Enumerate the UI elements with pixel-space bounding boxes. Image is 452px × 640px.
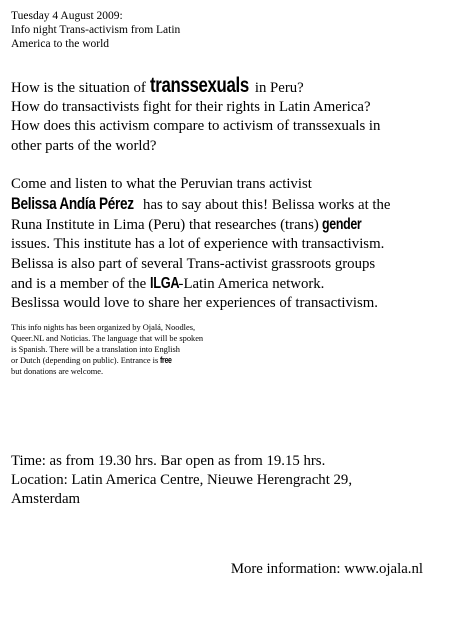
invite-line-6-start: and is a member of the [11,275,150,292]
highlight-free: free [160,355,172,365]
organizers-line-1: This info nights has been organized by Ojalá, Noodles, [11,323,196,332]
organizers-line-3: is Spanish. There will be a translation into English [11,345,180,354]
invite-line-4: issues. This institute has a lot of experience with transactivism. [11,236,385,253]
question-1-end: in Peru? [251,80,304,96]
more-information: More information: www.ojala.nl [230,561,423,577]
organizers-line-5: but donations are welcome. [11,367,104,376]
event-location-2: Amsterdam [11,491,81,508]
question-3b: other parts of the world? [11,137,157,154]
invite-line-6-end: -Latin America network. [178,275,325,292]
highlight-ilga: ILGA [149,274,180,292]
organizers-line-2: Queer.NL and Noticias. The language that will be spoken [11,334,204,343]
question-1-start: How is the situation of [11,80,150,96]
question-2: How do transactivists fight for their rights in Latin America? [11,99,371,116]
invite-line-3-start: Runa Institute in Lima (Peru) that researches (trans) [11,217,323,234]
paragraph-gap [11,156,447,175]
event-date: Tuesday 4 August 2009: [11,10,123,22]
event-details [11,452,447,510]
question-1 [11,76,447,98]
event-header [11,9,211,51]
event-title-line-2: America to the world [11,38,110,50]
speaker-name: Belissa Andía Pérez [11,194,134,214]
invite-line-5: Belissa is also part of several Trans-activist grassroots groups [11,255,376,272]
invite-line-2-rest: has to say about this! Belissa works at the [139,197,391,214]
event-location-1: Location: Latin America Centre, Nieuwe Herengracht 29, [11,472,353,489]
organizers-note [11,322,271,377]
invite-line-7: Beslissa would love to share her experiences of transactivism. [11,295,378,312]
highlight-transsexuals: transsexuals [149,74,249,97]
invite-line-2 [11,194,447,215]
highlight-gender: gender [322,216,362,234]
invite-line-3 [11,215,447,235]
event-title-line-1: Info night Trans-activism from Latin [11,24,181,36]
organizers-line-4 [11,355,271,366]
organizers-line-4-start: or Dutch (depending on public). Entrance is [11,356,161,365]
question-3a: How does this activism compare to activism of transsexuals in [11,118,381,135]
invite-line-6 [11,274,447,294]
event-time: Time: as from 19.30 hrs. Bar open as from 19.15 hrs. [11,453,326,469]
main-text [11,76,447,313]
invite-line-1: Come and listen to what the Peruvian trans activist [11,175,312,192]
